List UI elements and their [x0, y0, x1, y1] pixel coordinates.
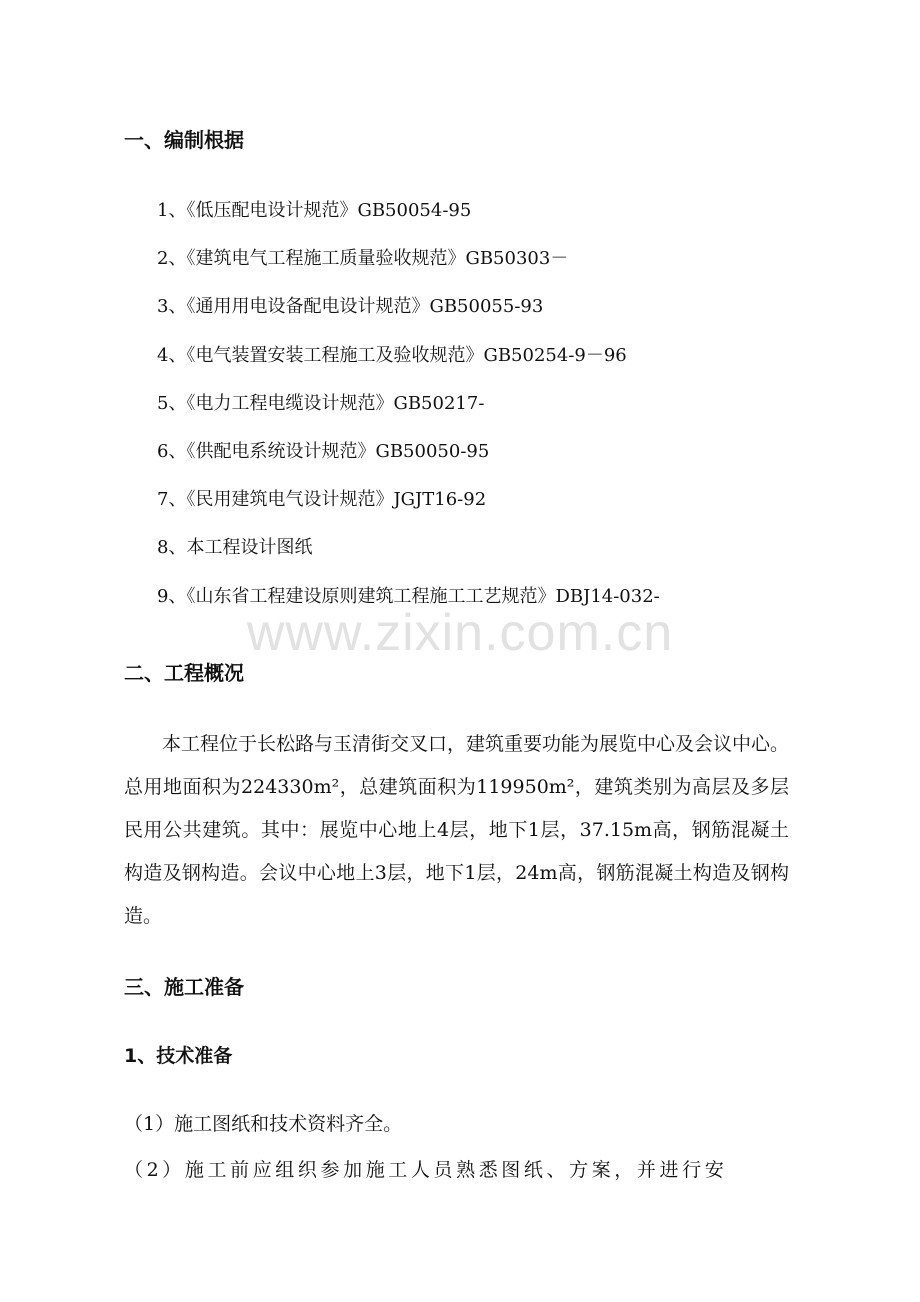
subsection-heading-tech: 1、技术准备: [124, 1045, 233, 1067]
section-heading-overview: 二、工程概况: [124, 661, 244, 685]
reference-list: [157, 197, 660, 631]
reference-item: 2、《建筑电气工程施工质量验收规范》GB50303－: [157, 248, 569, 270]
tech-item: （1）施工图纸和技术资料齐全。: [124, 1113, 403, 1135]
reference-item: 1、《低压配电设计规范》GB50054-95: [157, 200, 472, 221]
reference-item: 3、《通用用电设备配电设计规范》GB50055-93: [157, 296, 544, 318]
section-heading-basis: 一、编制根据: [124, 128, 244, 152]
section-heading-preparation: 三、施工准备: [124, 975, 244, 999]
reference-item: 8、本工程设计图纸: [157, 537, 313, 559]
reference-item: 5、《电力工程电缆设计规范》GB50217-: [157, 392, 485, 414]
overview-paragraph: 本工程位于长松路与玉清街交叉口，建筑重要功能为展览中心及会议中心。总用地面积为224330m²，总建筑面积为119950m²，建筑类别为高层及多层民用公共建筑。其中：展览中心地上4层，地下1层，37.15m高，钢筋混凝土构造及钢构造。会议中心地上3层，地下1层，24m高，钢筋混凝土构造及钢构造。: [124, 733, 790, 927]
watermark: www.zixin.com.cn: [246, 604, 674, 662]
reference-item: 9、《山东省工程建设原则建筑工程施工工艺规范》DBJ14-032-: [157, 585, 660, 607]
tech-item: （2）施工前应组织参加施工人员熟悉图纸、方案，并进行安: [124, 1159, 728, 1181]
reference-item: 6、《供配电系统设计规范》GB50050-95: [157, 440, 490, 462]
reference-item: 7、《民用建筑电气设计规范》JGJT16-92: [157, 489, 487, 511]
reference-item: 4、《电气装置安装工程施工及验收规范》GB50254-9－96: [157, 344, 627, 366]
